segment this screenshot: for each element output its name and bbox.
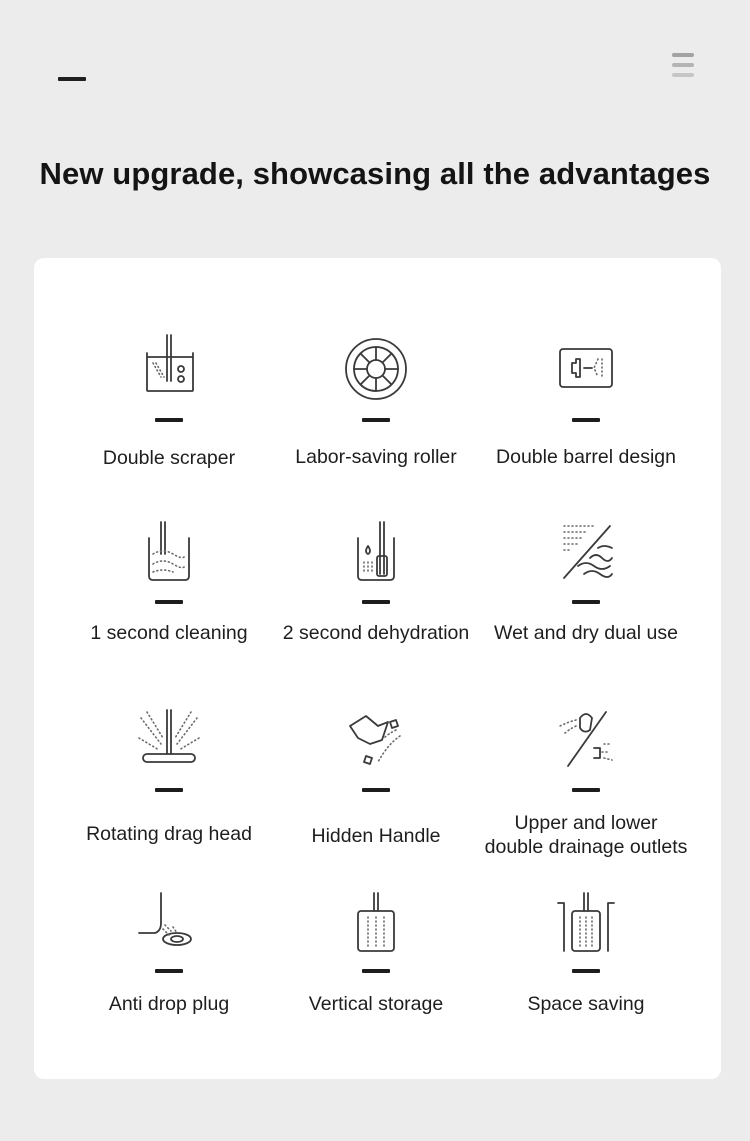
- feature-item-double-barrel: [471, 333, 701, 503]
- feature-label-line: double drainage outlets: [484, 836, 688, 858]
- feature-item-anti-drop-plug: [54, 893, 284, 1063]
- cleaning-bucket-icon: [137, 520, 201, 584]
- menu-line: [672, 63, 694, 67]
- feature-divider: [155, 969, 183, 973]
- feature-label: 1 second cleaning: [90, 622, 248, 644]
- feature-divider: [572, 969, 600, 973]
- vertical-storage-icon: [344, 893, 408, 957]
- feature-label: Space saving: [527, 993, 645, 1015]
- feature-item-cleaning: [54, 520, 284, 690]
- feature-label: Wet and dry dual use: [494, 622, 678, 644]
- feature-divider: [572, 418, 600, 422]
- feature-label: Labor-saving roller: [295, 446, 457, 468]
- menu-icon[interactable]: [672, 53, 694, 79]
- feature-divider: [362, 969, 390, 973]
- feature-item-rotating-head: [54, 708, 284, 878]
- feature-item-roller: [261, 333, 491, 503]
- double-barrel-icon: [554, 333, 618, 397]
- feature-label: Anti drop plug: [108, 993, 230, 1015]
- double-scraper-icon: [137, 333, 201, 397]
- feature-label: 2 second dehydration: [282, 622, 470, 644]
- top-left-dash: [58, 77, 86, 81]
- feature-divider: [362, 600, 390, 604]
- feature-label: Double barrel design: [496, 446, 676, 468]
- feature-divider: [362, 418, 390, 422]
- feature-item-vertical-storage: [261, 893, 491, 1063]
- wet-dry-icon: [554, 520, 618, 584]
- feature-item-double-scraper: [54, 333, 284, 503]
- feature-divider: [155, 600, 183, 604]
- feature-divider: [362, 788, 390, 792]
- menu-line: [672, 53, 694, 57]
- page-title: New upgrade, showcasing all the advantages: [39, 156, 711, 191]
- features-card: [34, 258, 721, 1079]
- feature-item-wet-dry: [471, 520, 701, 690]
- feature-divider: [572, 600, 600, 604]
- feature-label: Rotating drag head: [86, 823, 252, 845]
- roller-icon: [344, 333, 408, 397]
- feature-label: [461, 811, 711, 859]
- feature-label: Hidden Handle: [311, 825, 441, 847]
- feature-label: Double scraper: [102, 447, 236, 469]
- dehydration-bucket-icon: [344, 520, 408, 584]
- feature-item-drainage-outlets: [471, 708, 701, 878]
- space-saving-icon: [554, 893, 618, 957]
- hidden-handle-icon: [344, 708, 408, 772]
- feature-item-hidden-handle: [261, 708, 491, 878]
- feature-label: Vertical storage: [308, 993, 444, 1015]
- drain-plug-icon: [137, 893, 201, 957]
- drainage-outlets-icon: [554, 708, 618, 772]
- feature-divider: [155, 788, 183, 792]
- menu-line: [672, 73, 694, 77]
- feature-divider: [155, 418, 183, 422]
- feature-item-dehydration: [261, 520, 491, 690]
- feature-label-line: Upper and lower: [514, 812, 658, 834]
- rotating-mop-head-icon: [137, 708, 201, 772]
- feature-item-space-saving: [471, 893, 701, 1063]
- feature-divider: [572, 788, 600, 792]
